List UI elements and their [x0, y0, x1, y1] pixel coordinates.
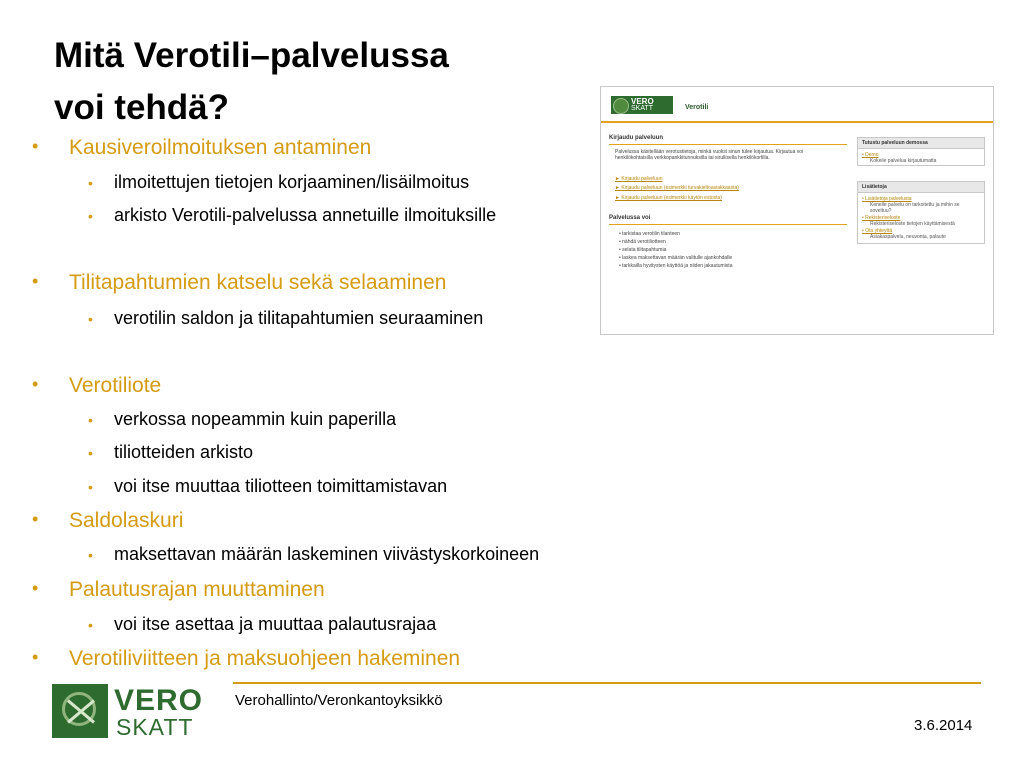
section-divider — [609, 224, 847, 225]
sub-bullet-text: voi itse asettaa ja muuttaa palautusrajaa — [114, 614, 437, 634]
bullet-dot-icon: • — [32, 374, 39, 394]
emblem-icon — [52, 684, 108, 738]
features-heading: Palvelussa voi — [609, 215, 651, 221]
info-description: Asiakaspalvelu, neuvonta, palaute — [870, 234, 946, 240]
login-link-turvakielto[interactable]: ► Kirjaudu palveluun (esimerkki turvakieltoasiakkaasta) — [615, 185, 739, 191]
sub-bullet-text: arkisto Verotili-palvelussa annetuille ilmoituksille — [114, 205, 497, 225]
feature-item: • nähdä verotiliotteen — [619, 239, 666, 245]
info-box — [857, 181, 985, 244]
login-link-label[interactable]: Kirjaudu palveluun (esimerkki turvakieltoasiakkaasta) — [621, 185, 739, 191]
vero-skatt-logo — [611, 96, 673, 114]
info-link-label[interactable]: Ota yhteyttä — [865, 228, 893, 234]
demo-link-label[interactable]: Demo — [865, 152, 879, 158]
bullet-dot-icon: • — [32, 136, 39, 156]
title-line-2: voi tehdä? — [54, 88, 230, 127]
title-line-1: Mitä Verotili–palvelussa — [54, 36, 449, 75]
feature-item: • selata tilitapahtumia — [619, 247, 667, 253]
logo-text-skatt: SKATT — [116, 714, 194, 740]
bullet-dot-icon: • — [88, 175, 93, 191]
bullet-text: Tilitapahtumien katselu sekä selaaminen — [69, 271, 447, 294]
bullet-dot-icon: • — [88, 412, 93, 428]
bullet-text: Kausiveroilmoituksen antaminen — [69, 136, 372, 159]
sub-bullet-text: voi itse muuttaa tiliotteen toimittamistavan — [114, 476, 448, 496]
info-link-rekisteriseloste[interactable]: • Rekisteriseloste — [862, 215, 901, 221]
footer-date: 3.6.2014 — [914, 717, 973, 734]
feature-item: • tarkistaa verotilin tilanteen — [619, 231, 680, 237]
sub-bullet-text: ilmoitettujen tietojen korjaaminen/lisäilmoitus — [114, 172, 470, 192]
login-link-label[interactable]: Kirjaudu palveluun (esimerkki käytön estosta) — [621, 195, 722, 201]
sub-bullet-text: verkossa nopeammin kuin paperilla — [114, 409, 397, 429]
bullet-text: Palautusrajan muuttaminen — [69, 578, 325, 601]
login-link-kayton-esto[interactable]: ► Kirjaudu palveluun (esimerkki käytön estosta) — [615, 195, 722, 201]
info-link-yhteys[interactable]: • Ota yhteyttä — [862, 228, 893, 234]
login-description: Palvelussa käsitellään verotustietoja, minkä vuoksi sinun tulee kirjautua. Kirjautua voi henkilökohtaisilla verkkopankkitunnuksilla tai sirullisella henkilökortilla. — [615, 149, 804, 161]
sub-bullet-text: tiliotteiden arkisto — [114, 442, 254, 462]
login-link[interactable]: ► Kirjaudu palveluun — [615, 176, 663, 182]
bullet-dot-icon: • — [88, 617, 93, 633]
screenshot-header — [601, 87, 993, 123]
section-divider — [609, 144, 847, 145]
bullet-dot-icon: • — [32, 578, 39, 598]
bullet-dot-icon: • — [88, 208, 93, 224]
logo-text-skatt: SKATT — [631, 105, 654, 112]
info-description: Kenelle palvelu on tarkoitettu ja mihin se soveltuu? — [870, 202, 960, 214]
feature-text: laskea maksettavan määrän valitulle ajankohdalle — [622, 255, 733, 261]
sub-bullet-text: verotilin saldon ja tilitapahtumien seuraaminen — [114, 308, 484, 328]
footer-vero-skatt-logo — [52, 684, 224, 738]
info-link-label[interactable]: Rekisteriseloste — [865, 215, 901, 221]
demo-box-heading: Tutustu palveluun demossa — [858, 138, 984, 149]
slide-title — [54, 30, 449, 134]
info-description: Rekisteriseloste tietojen käyttämisestä — [870, 221, 955, 227]
info-link-palvelu[interactable]: • Lisätietoja palvelusta — [862, 196, 912, 202]
footer-organization: Verohallinto/Veronkantoyksikkö — [235, 692, 443, 709]
login-heading: Kirjaudu palveluun — [609, 135, 664, 141]
app-title: Verotili — [685, 104, 709, 111]
feature-item: • laskea maksettavan määrän valitulle ajankohdalle — [619, 255, 733, 261]
logo-text-vero: VERO — [631, 97, 654, 106]
bullet-dot-icon: • — [88, 547, 93, 563]
footer-divider — [233, 682, 981, 684]
sub-bullet-text: maksettavan määrän laskeminen viivästyskorkoineen — [114, 544, 540, 564]
info-box-heading: Lisätietoja — [858, 182, 984, 193]
verotili-screenshot — [600, 86, 994, 335]
feature-text: selata tilitapahtumia — [622, 247, 667, 253]
feature-text: nähdä verotiliotteen — [622, 239, 666, 245]
info-link-label[interactable]: Lisätietoja palvelusta — [865, 196, 912, 202]
feature-item: • tarkkailla hyvitysten käyttöä ja niiden jakautumista — [619, 263, 733, 269]
bullet-dot-icon: • — [32, 509, 39, 529]
emblem-icon — [613, 98, 629, 114]
feature-text: tarkistaa verotilin tilanteen — [622, 231, 680, 237]
bullet-text: Saldolaskuri — [69, 509, 184, 532]
logo-text-vero: VERO — [114, 684, 204, 717]
bullet-dot-icon: • — [88, 479, 93, 495]
login-link-label[interactable]: Kirjaudu palveluun — [621, 176, 663, 182]
bullet-text: Verotiliviitteen ja maksuohjeen hakeminen — [69, 647, 461, 670]
bullet-dot-icon: • — [88, 311, 93, 327]
bullet-dot-icon: • — [32, 271, 39, 291]
demo-box — [857, 137, 985, 166]
bullet-dot-icon: • — [88, 445, 93, 461]
bullet-dot-icon: • — [32, 647, 39, 667]
demo-description: Kokeile palvelua kirjautumatta — [870, 158, 937, 164]
feature-text: tarkkailla hyvitysten käyttöä ja niiden jakautumista — [622, 263, 733, 269]
bullet-text: Verotiliote — [69, 374, 162, 397]
demo-link[interactable]: • Demo — [862, 152, 879, 158]
